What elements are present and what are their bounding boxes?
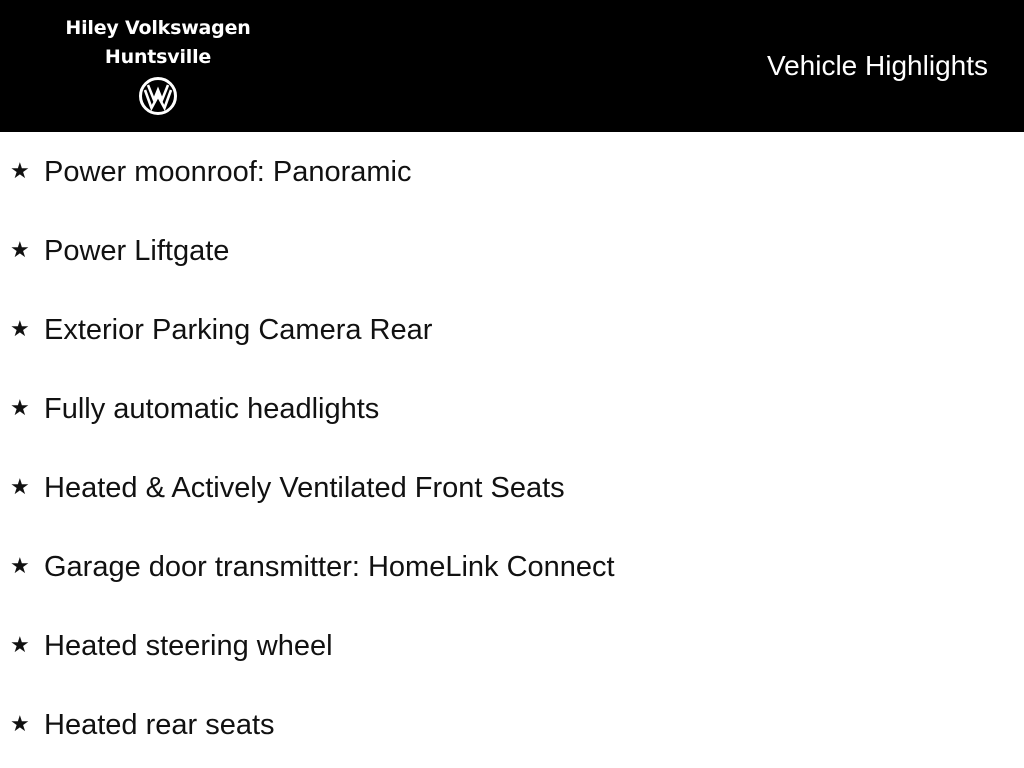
vw-logo-icon — [138, 76, 178, 116]
list-item — [0, 527, 1024, 606]
highlight-label: Heated & Actively Ventilated Front Seats — [44, 472, 565, 504]
highlight-label: Fully automatic headlights — [44, 393, 380, 425]
star-icon: ★ — [10, 711, 30, 736]
highlights-list — [0, 132, 1024, 764]
star-icon: ★ — [10, 395, 30, 420]
star-icon: ★ — [10, 474, 30, 499]
list-item — [0, 606, 1024, 685]
highlight-label: Garage door transmitter: HomeLink Connect — [44, 551, 615, 583]
highlight-label: Heated steering wheel — [44, 630, 333, 662]
header-bar — [0, 0, 1024, 132]
dealer-name: Hiley Volkswagen — [65, 17, 251, 39]
dealer-brand — [58, 14, 258, 72]
list-item — [0, 448, 1024, 527]
dealer-location: Huntsville — [104, 46, 212, 68]
highlight-label: Power moonroof: Panoramic — [44, 156, 412, 188]
star-icon: ★ — [10, 553, 30, 578]
star-icon: ★ — [10, 237, 30, 262]
list-item — [0, 211, 1024, 290]
page-title: Vehicle Highlights — [766, 50, 988, 81]
star-icon: ★ — [10, 316, 30, 341]
list-item — [0, 132, 1024, 211]
star-icon: ★ — [10, 632, 30, 657]
star-icon: ★ — [10, 158, 30, 183]
list-item — [0, 290, 1024, 369]
list-item — [0, 685, 1024, 764]
list-item — [0, 369, 1024, 448]
highlight-label: Heated rear seats — [44, 709, 275, 741]
highlight-label: Power Liftgate — [44, 235, 230, 267]
highlight-label: Exterior Parking Camera Rear — [44, 314, 433, 346]
